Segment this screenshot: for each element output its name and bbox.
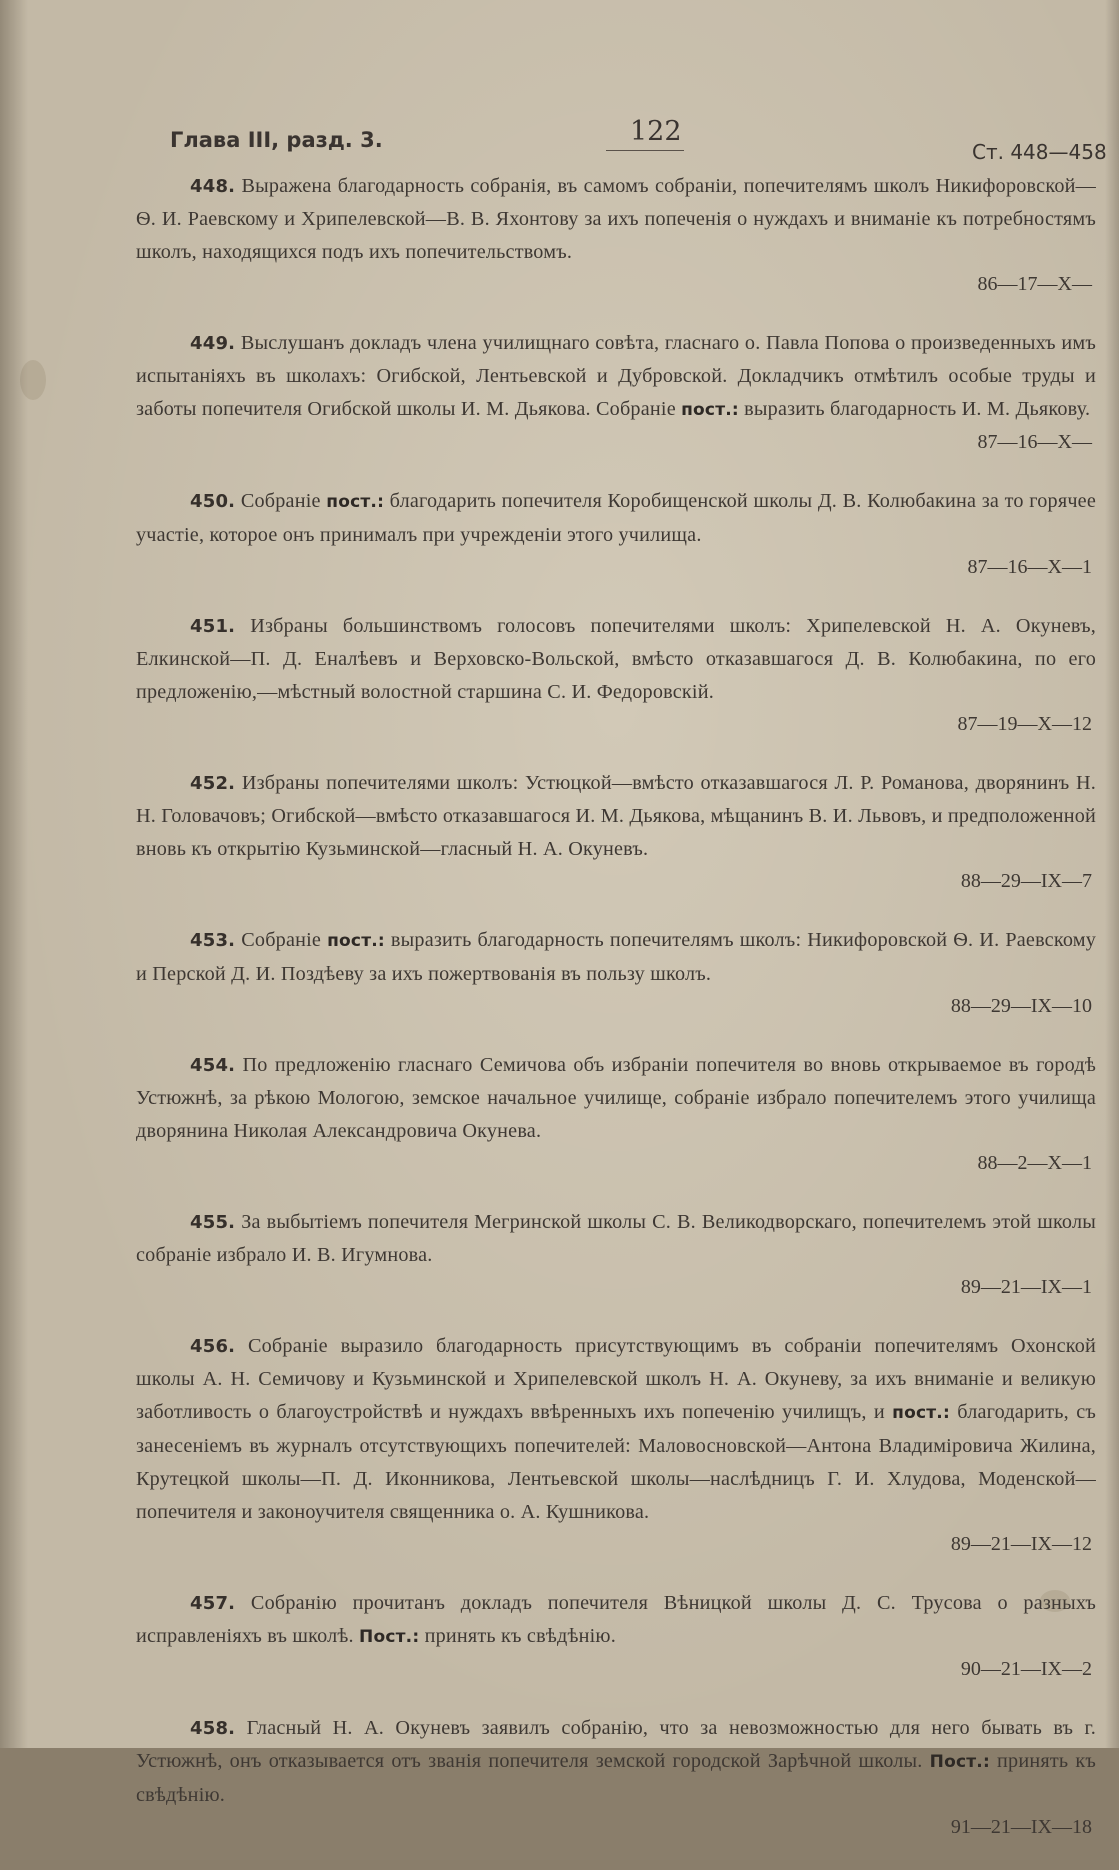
article-entry — [136, 1049, 1096, 1178]
journal-reference: 88—2—X—1 — [977, 1152, 1092, 1174]
article-text — [136, 1587, 1096, 1654]
journal-reference: 90—21—IX—2 — [960, 1658, 1092, 1680]
article-text — [136, 1049, 1096, 1148]
article-text — [136, 767, 1096, 866]
page-number: 122 — [630, 116, 682, 147]
article-number: 455. — [190, 1212, 236, 1233]
article-text — [136, 1206, 1096, 1272]
article-number: 456. — [190, 1336, 236, 1357]
journal-reference: 91—21—IX—18 — [950, 1816, 1092, 1838]
article-text — [136, 610, 1096, 709]
article-body-text: принять къ свѣдѣнію. — [136, 1750, 1097, 1806]
article-text — [136, 327, 1096, 427]
article-body-text: За выбытіемъ попечителя Мегринской школы С. В. Великодворскаго, попечителемъ этой школы собраніе избрало И. В. Игумнова. — [136, 1211, 1097, 1266]
journal-reference: 88—29—IX—10 — [950, 995, 1092, 1017]
article-number: 448. — [190, 176, 236, 197]
resolution-keyword: Пост.: — [359, 1627, 420, 1647]
page-number-rule — [606, 150, 684, 151]
resolution-keyword: пост.: — [326, 492, 385, 512]
article-body-text: По предложенію гласнаго Семичова объ избраніи попечителя во вновь открываемое въ городѣ Устюжнѣ, за рѣкою Мологою, земское начальное училище, собраніе избрало попечителемъ этого училища дворянина Николая Александровича Окунева. — [136, 1054, 1096, 1142]
article-text — [136, 924, 1096, 991]
resolution-keyword: пост.: — [681, 400, 739, 420]
article-body-text: выразить благодарность попечителямъ школъ: Никифоровской Ѳ. И. Раевскому и Перской Д. И. Поздѣеву за ихъ пожертвованія въ пользу школъ. — [136, 929, 1097, 985]
article-number: 453. — [190, 930, 236, 951]
article-number: 454. — [190, 1055, 236, 1076]
article-body-text: Собраніе выразило благодарность присутствующимъ въ собраніи попечителямъ Охонской школы А. Н. Семичову и Кузьминской и Хрипелевской школъ Н. А. Окуневу, за ихъ вниманіе и великую заботливость о благоустройствѣ и нуждахъ ввѣренныхъ ихъ попеченію училищъ, и — [136, 1335, 1097, 1423]
journal-reference: 89—21—IX—12 — [950, 1533, 1092, 1555]
chapter-heading: Глава III, разд. 3. — [170, 128, 383, 152]
article-text — [136, 485, 1096, 552]
entry-list — [136, 170, 1096, 1870]
article-number: 452. — [190, 773, 236, 794]
article-body-text: Выражена благодарность собранія, въ самомъ собраніи, попечителямъ школъ Никифоровской—Ѳ. И. Раевскому и Хрипелевской—В. В. Яхонтову за ихъ попеченія о нуждахъ и вниманіе къ потребностямъ школъ, находящихся подъ ихъ попечительствомъ. — [136, 175, 1096, 263]
article-entry — [136, 485, 1096, 582]
article-text — [136, 1330, 1096, 1529]
article-range: Ст. 448—458 — [972, 140, 1107, 164]
journal-reference: 89—21—IX—1 — [960, 1276, 1092, 1298]
article-body-text: благодарить, съ занесеніемъ въ журналъ отсутствующихъ попечителей: Маловосновской—Антона Владиміровича Жилина, Крутецкой школы—П. Д. Иконникова, Лентьевской школы—наслѣдницъ Г. И. Хлудова, Моденской—попечителя и законоучителя священника о. А. Кушникова. — [136, 1401, 1096, 1523]
article-number: 451. — [190, 616, 236, 637]
journal-reference: 87—16—X—1 — [967, 556, 1092, 578]
article-entry — [136, 924, 1096, 1021]
paper-stain — [20, 360, 46, 400]
journal-reference: 86—17—X— — [977, 273, 1092, 295]
article-body-text: выразить благодарность И. М. Дьякову. — [738, 398, 1091, 420]
journal-reference: 88—29—IX—7 — [960, 870, 1092, 892]
article-entry — [136, 1206, 1096, 1302]
resolution-keyword: Пост.: — [929, 1752, 990, 1772]
article-entry — [136, 1330, 1096, 1559]
article-body-text: принять къ свѣдѣнію. — [419, 1625, 616, 1647]
article-body-text: Выслушанъ докладъ члена училищнаго совѣта, гласнаго о. Павла Попова о произведенныхъ имъ испытаніяхъ въ школахъ: Огибской, Лентьевской и Дубровской. Докладчикъ отмѣтилъ особые труды и заботы попечителя Огибской школы И. М. Дьякова. Собраніе — [136, 332, 1096, 420]
page-header — [0, 118, 1119, 166]
article-body-text: Избраны попечителями школъ: Устюцкой—вмѣсто отказавшагося Л. Р. Романова, дворянинъ Н. Н. Головачовъ; Огибской—вмѣсто отказавшагося И. М. Дьякова, мѣщанинъ В. И. Львовъ, и предположенной вновь къ открытію Кузьминской—гласный Н. А. Окуневъ. — [136, 772, 1096, 860]
article-entry — [136, 170, 1096, 299]
journal-reference: 87—16—X— — [977, 431, 1092, 453]
resolution-keyword: пост.: — [892, 1403, 950, 1423]
article-body-text: Собранію прочитанъ докладъ попечителя Вѣницкой школы Д. С. Трусова о разныхъ исправленіяхъ въ школѣ. — [136, 1592, 1096, 1647]
article-entry — [136, 1587, 1096, 1684]
journal-reference: 87—19—X—12 — [957, 713, 1092, 735]
article-body-text: Гласный Н. А. Окуневъ заявилъ собранію, что за невозможностью для него бывать въ г. Устюжнѣ, онъ отказывается отъ званія попечителя земской городской Зарѣчной школы. — [136, 1717, 1096, 1772]
article-text — [136, 1712, 1096, 1812]
article-number: 450. — [190, 491, 236, 512]
article-number: 449. — [190, 333, 236, 354]
article-body-text: Собраніе — [241, 929, 328, 951]
article-number: 457. — [190, 1593, 236, 1614]
article-text — [136, 170, 1096, 269]
article-entry — [136, 767, 1096, 896]
article-entry — [136, 327, 1096, 457]
article-number: 458. — [190, 1718, 236, 1739]
article-body-text: Собраніе — [240, 490, 327, 512]
resolution-keyword: пост.: — [327, 931, 385, 951]
article-body-text: Избраны большинствомъ голосовъ попечителями школъ: Хрипелевской Н. А. Окуневъ, Елкинской—П. Д. Еналѣевъ и Верховско-Вольской, вмѣсто отказавшагося Д. В. Колюбакина, по его предложенію,—мѣстный волостной старшина С. И. Федоровскій. — [136, 615, 1096, 703]
article-entry — [136, 1712, 1096, 1842]
article-body-text: благодарить попечителя Коробищенской школы Д. В. Колюбакина за то горячее участіе, которое онъ принималъ при учрежденіи этого училища. — [136, 490, 1096, 546]
article-entry — [136, 610, 1096, 739]
